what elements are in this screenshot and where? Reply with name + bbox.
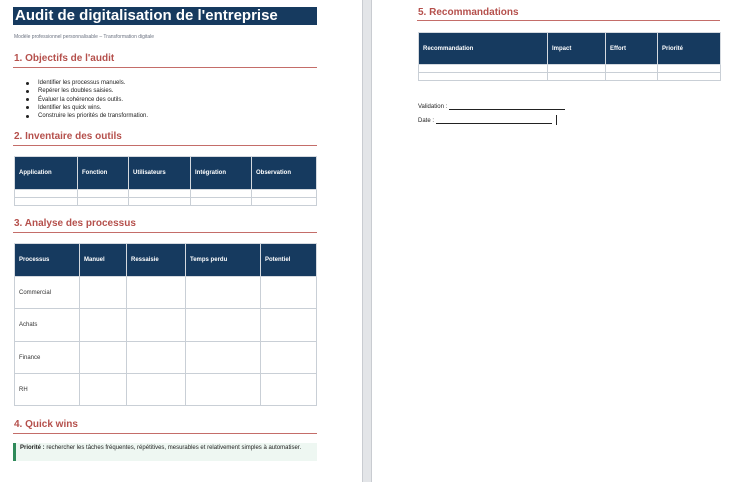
- table-cell[interactable]: [548, 65, 606, 73]
- validation-field[interactable]: [449, 103, 565, 110]
- tools-inventory-table: [14, 156, 317, 206]
- table-cell[interactable]: [129, 190, 191, 198]
- section4-rule: [13, 433, 317, 434]
- column-header: Manuel: [80, 244, 127, 277]
- column-header: Observation: [252, 157, 317, 190]
- document-page-right: [372, 0, 737, 482]
- table-cell[interactable]: [78, 198, 129, 206]
- section5-heading: 5. Recommandations: [418, 7, 519, 18]
- validation-label: Validation :: [418, 104, 448, 110]
- priority-callout: [13, 443, 317, 461]
- table-cell[interactable]: [186, 309, 261, 342]
- section5-rule: [417, 20, 720, 21]
- column-header: Ressaisie: [127, 244, 186, 277]
- table-cell[interactable]: [191, 198, 252, 206]
- date-label: Date :: [418, 118, 435, 124]
- column-header: Fonction: [78, 157, 129, 190]
- table-cell: Finance: [15, 342, 80, 374]
- table-cell[interactable]: [127, 374, 186, 406]
- column-header: Temps perdu: [186, 244, 261, 277]
- section2-heading: 2. Inventaire des outils: [14, 131, 122, 142]
- process-analysis-table: [14, 243, 317, 406]
- table-cell[interactable]: [261, 309, 317, 342]
- table-cell: RH: [15, 374, 80, 406]
- table-cell[interactable]: [186, 374, 261, 406]
- table-cell[interactable]: [252, 198, 317, 206]
- recommendations-table: [418, 32, 721, 81]
- table-row: [419, 73, 721, 81]
- section2-rule: [13, 145, 317, 146]
- table-row: [15, 342, 317, 374]
- section1-rule: [13, 67, 317, 68]
- table-header-row: [15, 157, 317, 190]
- list-item: Construire les priorités de transformation.: [26, 112, 148, 120]
- table-cell[interactable]: [191, 190, 252, 198]
- document-page-left: [0, 0, 362, 482]
- table-row: [419, 65, 721, 73]
- table-row: [15, 309, 317, 342]
- table-cell: Commercial: [15, 277, 80, 309]
- section3-heading: 3. Analyse des processus: [14, 218, 136, 229]
- table-cell[interactable]: [548, 73, 606, 81]
- table-row: [15, 198, 317, 206]
- document-subtitle: Modèle professionnel personnalisable – Transformation digitale: [14, 34, 155, 40]
- column-header: Effort: [606, 33, 658, 65]
- list-item: Identifier les processus manuels.: [26, 79, 148, 87]
- table-cell[interactable]: [80, 374, 127, 406]
- table-cell[interactable]: [261, 342, 317, 374]
- list-item: Repérer les doubles saisies.: [26, 87, 148, 95]
- table-cell[interactable]: [658, 73, 721, 81]
- table-cell[interactable]: [419, 65, 548, 73]
- text-cursor: [556, 115, 557, 125]
- column-header: Processus: [15, 244, 80, 277]
- page-gutter: [362, 0, 372, 482]
- list-item: Évaluer la cohérence des outils.: [26, 96, 148, 104]
- table-cell[interactable]: [261, 374, 317, 406]
- table-cell[interactable]: [127, 342, 186, 374]
- table-cell[interactable]: [127, 309, 186, 342]
- table-row: [15, 374, 317, 406]
- column-header: Recommandation: [419, 33, 548, 65]
- list-item: Identifier les quick wins.: [26, 104, 148, 112]
- date-field[interactable]: [436, 117, 552, 124]
- table-cell[interactable]: [261, 277, 317, 309]
- callout-label: Priorité :: [20, 445, 45, 451]
- table-cell[interactable]: [15, 198, 78, 206]
- table-cell[interactable]: [658, 65, 721, 73]
- table-header-row: [419, 33, 721, 65]
- table-cell[interactable]: [78, 190, 129, 198]
- callout-text: rechercher les tâches fréquentes, répétitives, mesurables et relativement simples à automatiser.: [46, 445, 302, 451]
- table-cell[interactable]: [80, 277, 127, 309]
- validation-line[interactable]: [418, 103, 565, 110]
- table-cell[interactable]: [15, 190, 78, 198]
- column-header: Priorité: [658, 33, 721, 65]
- table-cell[interactable]: [129, 198, 191, 206]
- table-cell[interactable]: [419, 73, 548, 81]
- table-cell[interactable]: [186, 277, 261, 309]
- section4-heading: 4. Quick wins: [14, 419, 78, 430]
- table-cell[interactable]: [80, 342, 127, 374]
- table-cell[interactable]: [80, 309, 127, 342]
- table-row: [15, 190, 317, 198]
- table-header-row: [15, 244, 317, 277]
- section1-heading: 1. Objectifs de l'audit: [14, 53, 115, 64]
- column-header: Potentiel: [261, 244, 317, 277]
- column-header: Application: [15, 157, 78, 190]
- table-cell[interactable]: [606, 73, 658, 81]
- table-cell: Achats: [15, 309, 80, 342]
- table-cell[interactable]: [127, 277, 186, 309]
- table-cell[interactable]: [252, 190, 317, 198]
- section3-rule: [13, 232, 317, 233]
- column-header: Impact: [548, 33, 606, 65]
- objectives-list: [26, 79, 148, 120]
- document-title: Audit de digitalisation de l'entreprise: [13, 7, 317, 25]
- column-header: Utilisateurs: [129, 157, 191, 190]
- table-cell[interactable]: [186, 342, 261, 374]
- table-cell[interactable]: [606, 65, 658, 73]
- date-line[interactable]: [418, 117, 552, 124]
- table-row: [15, 277, 317, 309]
- column-header: Intégration: [191, 157, 252, 190]
